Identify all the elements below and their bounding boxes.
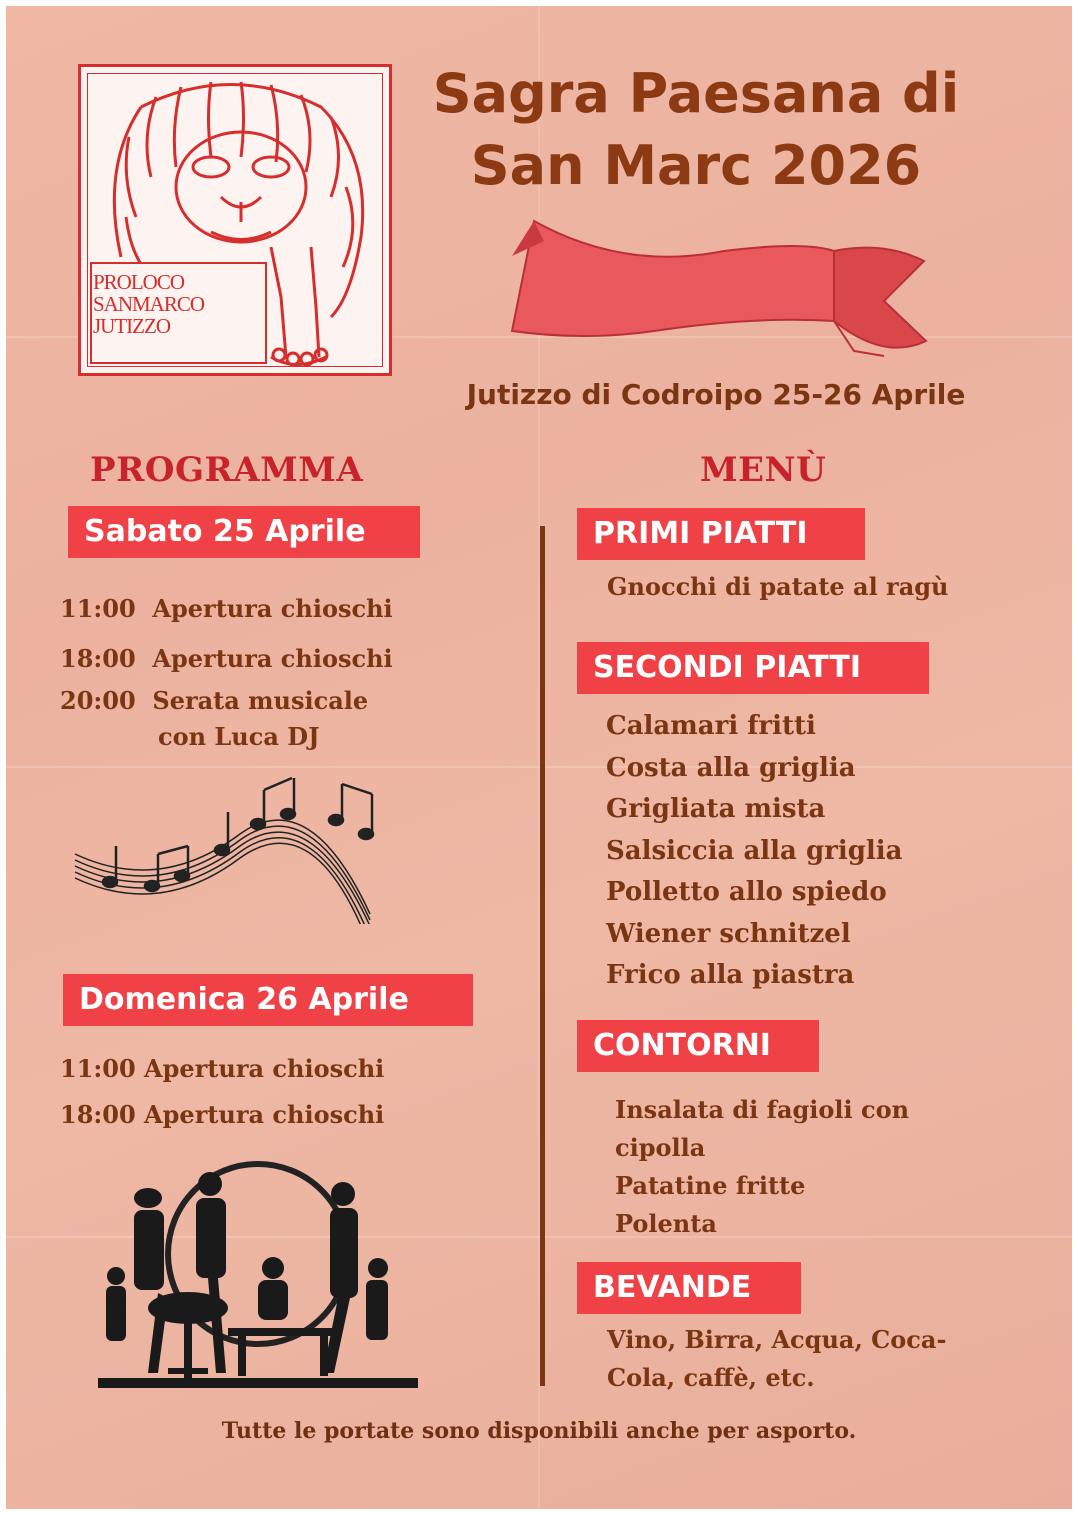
day1-event <box>60 686 368 715</box>
menu-item: Calamari fritti <box>606 711 816 741</box>
day1-event <box>60 644 393 673</box>
column-divider <box>540 526 545 1386</box>
title-line-1: Sagra Paesana di <box>432 62 960 125</box>
bevande-list <box>607 1321 946 1397</box>
event-text: Apertura chioschi <box>144 1054 385 1083</box>
day1-event <box>60 594 393 623</box>
menu-item: Patatine fritte <box>615 1171 806 1200</box>
event-time: 20:00 <box>60 686 136 715</box>
primi-list <box>607 566 948 608</box>
footer-note: Tutte le portate sono disponibili anche per asporto. <box>221 1418 857 1444</box>
day2-label: Domenica 26 Aprile <box>63 974 473 1026</box>
menu-heading: MENÙ <box>700 450 827 490</box>
logo-line: SANMARCO <box>93 292 205 316</box>
secondi-label: SECONDI PIATTI <box>577 642 929 694</box>
menu-item: Vino, Birra, Acqua, Coca- <box>607 1325 947 1354</box>
menu-item: cipolla <box>615 1133 706 1162</box>
menu-item: Frico alla piastra <box>606 960 855 990</box>
logo-line: PROLOCO <box>93 270 185 294</box>
menu-item: Costa alla griglia <box>606 752 856 783</box>
logo-line: JUTIZZO <box>93 314 170 338</box>
menu-item: Gnocchi di patate al ragù <box>607 572 949 601</box>
menu-item: Grigliata mista <box>606 794 826 824</box>
event-text: Serata musicale <box>152 686 369 715</box>
ribbon-banner-icon <box>504 211 934 371</box>
event-text: Apertura chioschi <box>152 644 393 673</box>
logo-text <box>93 271 263 337</box>
event-time: 11:00 <box>60 1054 136 1083</box>
day2-event <box>60 1100 384 1129</box>
poster <box>6 6 1072 1509</box>
event-time: 11:00 <box>60 594 136 623</box>
event-text: Apertura chioschi <box>152 594 393 623</box>
proloco-logo <box>78 64 392 376</box>
event-time: 18:00 <box>60 644 136 673</box>
menu-item: Polenta <box>615 1209 717 1238</box>
primi-label: PRIMI PIATTI <box>577 508 865 560</box>
secondi-list <box>606 706 903 997</box>
menu-item: Cola, caffè, etc. <box>607 1363 815 1392</box>
menu-item: Insalata di fagioli con <box>615 1095 910 1124</box>
day2-event <box>60 1054 384 1083</box>
bbq-party-icon <box>98 1158 418 1390</box>
day1-label: Sabato 25 Aprile <box>68 506 420 558</box>
menu-item: Polletto allo spiedo <box>606 877 887 907</box>
contorni-list <box>615 1091 909 1243</box>
event-text: Apertura chioschi <box>144 1100 385 1129</box>
event-subtitle: Jutizzo di Codroipo 25-26 Aprile <box>466 378 966 411</box>
bevande-label: BEVANDE <box>577 1262 801 1314</box>
music-notes-icon <box>70 764 390 924</box>
page-title <box>396 58 996 202</box>
contorni-label: CONTORNI <box>577 1020 819 1072</box>
title-line-2: San Marc 2026 <box>470 134 922 197</box>
menu-item: Salsiccia alla griglia <box>606 835 903 866</box>
menu-item: Wiener schnitzel <box>606 918 851 949</box>
programma-heading: PROGRAMMA <box>90 450 364 490</box>
day1-event-continuation: con Luca DJ <box>158 722 320 751</box>
event-time: 18:00 <box>60 1100 136 1129</box>
